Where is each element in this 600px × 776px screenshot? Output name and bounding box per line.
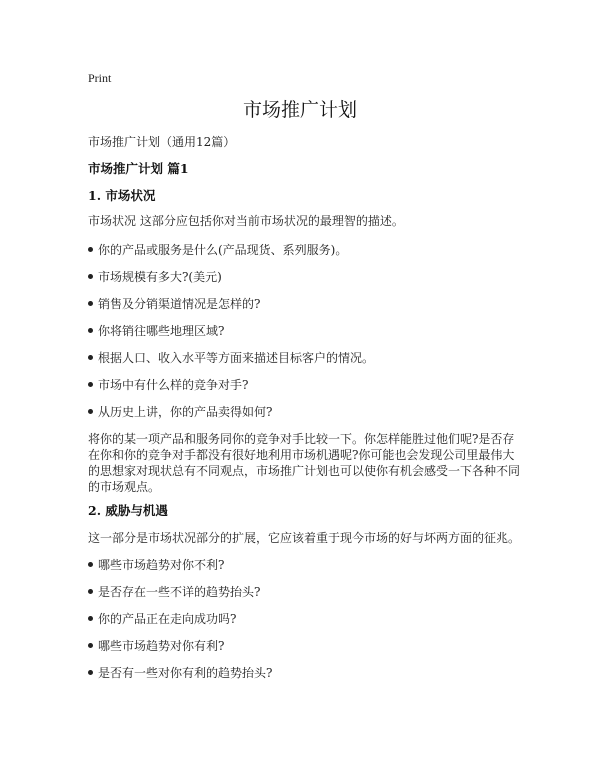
part1-intro: 市场状况 这部分应包括你对当前市场状况的最理智的描述。 [88,214,404,228]
bullet-icon [88,328,93,333]
list-item [88,584,528,600]
bullet-icon [88,247,93,252]
part2-heading: 2. 威胁与机遇 [88,503,168,518]
paragraph-line: 的市场观点。 [88,480,161,494]
list-item [88,404,528,420]
part2-intro: 这一部分是市场状况部分的扩展，它应该着重于现今市场的好与坏两方面的征兆。 [88,531,521,545]
list-item [88,269,528,285]
list-item [88,323,528,339]
bullet-icon [88,643,93,648]
bullet-icon [88,616,93,621]
list-item [88,296,528,312]
list-item [88,665,528,681]
list-item [88,611,528,627]
list-item-text: 市场规模有多大?(美元) [98,270,222,284]
bullet-icon [88,301,93,306]
list-item-text: 哪些市场趋势对你不利? [98,558,225,572]
bullet-icon [88,355,93,360]
list-item [88,242,528,258]
list-item-text: 你将销往哪些地理区域? [98,324,225,338]
document-title: 市场推广计划 [242,99,357,121]
list-item-text: 你的产品或服务是什么(产品现货、系列服务)。 [98,243,348,257]
list-item-text: 从历史上讲，你的产品卖得如何? [98,405,273,419]
section-title: 市场推广计划 篇1 [88,161,189,176]
print-link[interactable]: Print [88,71,112,85]
bullet-icon [88,274,93,279]
list-item [88,638,528,654]
list-item [88,350,528,366]
list-item-text: 是否存在一些不详的趋势抬头? [98,585,261,599]
bullet-icon [88,562,93,567]
part1-paragraph [88,431,528,495]
list-item-text: 哪些市场趋势对你有利? [98,639,225,653]
bullet-icon [88,409,93,414]
list-item [88,557,528,573]
paragraph-line: 将你的某一项产品和服务同你的竞争对手比较一下。你怎样能胜过他们呢?是否存 [88,432,515,446]
list-item-text: 是否有一些对你有利的趋势抬头? [98,666,273,680]
part1-heading: 1. 市场状况 [88,188,156,203]
bullet-icon [88,382,93,387]
bullet-icon [88,670,93,675]
list-item-text: 销售及分销渠道情况是怎样的? [98,297,261,311]
list-item [88,377,528,393]
paragraph-line: 在你和你的竞争对手都没有很好地利用市场机遇呢?你可能也会发现公司里最伟大 [88,448,515,462]
bullet-icon [88,589,93,594]
paragraph-line: 的思想家对现状总有不同观点，市场推广计划也可以使你有机会感受一下各种不同 [88,464,521,478]
list-item-text: 你的产品正在走向成功吗? [98,612,237,626]
list-item-text: 市场中有什么样的竞争对手? [98,378,249,392]
list-item-text: 根据人口、收入水平等方面来描述目标客户的情况。 [98,351,375,365]
document-subtitle: 市场推广计划（通用12篇） [88,135,236,149]
